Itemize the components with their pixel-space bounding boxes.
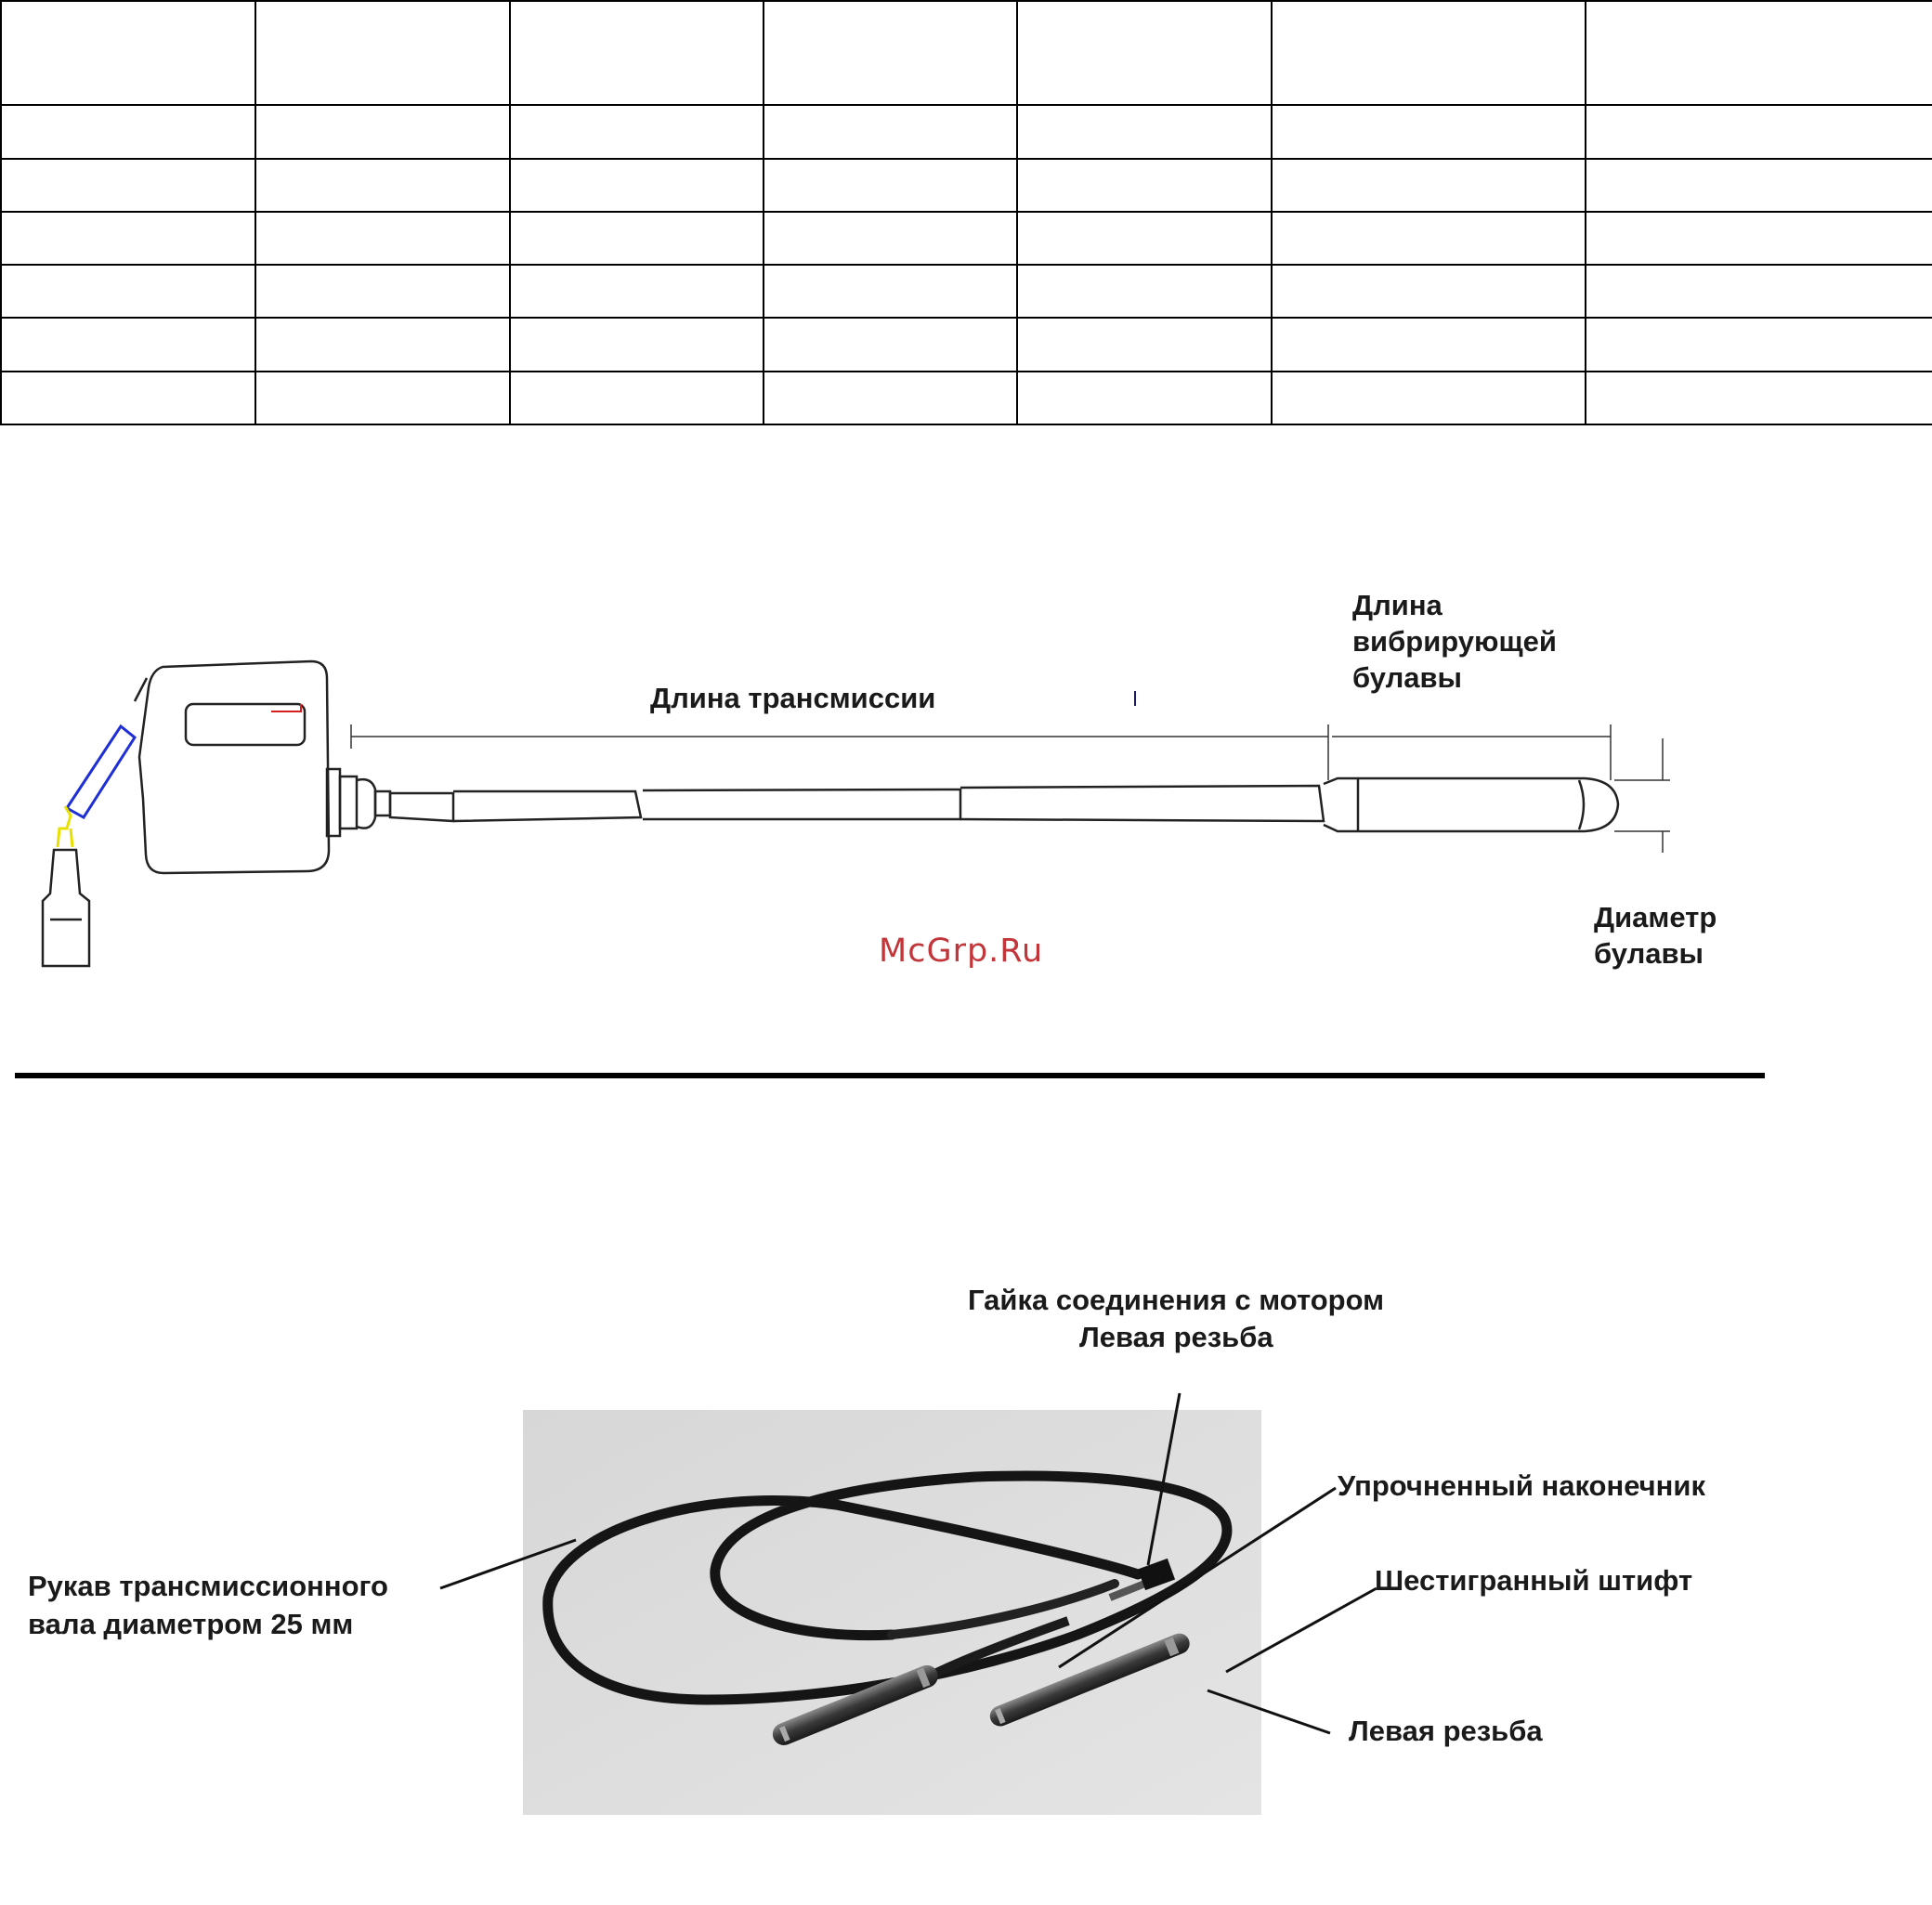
shaft-hose-label-line2: вала диаметром 25 мм [28, 1608, 354, 1640]
head-length-label-line3: булавы [1352, 661, 1463, 694]
hardened-tip-label: Упрочненный наконечник [1338, 1469, 1705, 1502]
head-diameter-label-line2: булавы [1594, 937, 1704, 970]
transmission-length-label: Длина трансмиссии [650, 682, 936, 714]
photo-background [523, 1410, 1261, 1815]
head-diameter-label-line1: Диаметр [1594, 901, 1717, 933]
left-thread-label: Левая резьба [1349, 1715, 1543, 1747]
head-length-label-line1: Длина [1352, 589, 1442, 621]
head-length-label-line2: вибрирующей [1352, 625, 1557, 658]
watermark: McGrp.Ru [879, 933, 1044, 970]
hex-pin-label: Шестигранный штифт [1375, 1564, 1693, 1597]
motor-nut-label: Гайка соединения с мотором [968, 1284, 1385, 1316]
motor-nut-thread-label: Левая резьба [1079, 1321, 1273, 1353]
shaft-hose-label-line1: Рукав трансмиссионного [28, 1570, 388, 1602]
